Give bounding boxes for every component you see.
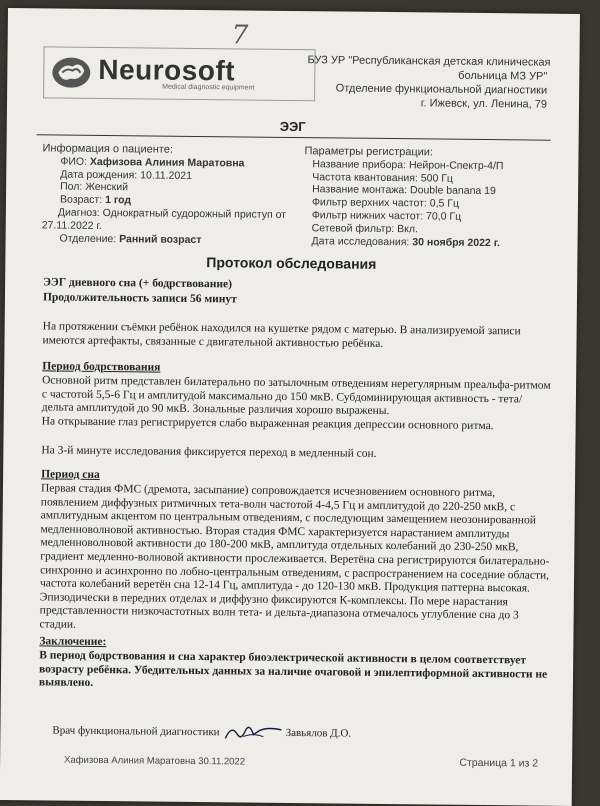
patient-dob: 10.11.2021	[140, 168, 193, 182]
hf-value: 0,5 Гц	[429, 197, 460, 210]
patient-heading: Информация о пациенте:	[42, 142, 173, 156]
hf-label: Фильтр верхних частот:	[311, 196, 427, 210]
footer-page-number: Страница 1 из 2	[459, 756, 539, 770]
conclusion-paragraph: В период бодрствования и сна характер биоэлектрической активности в целом соответствует возрасту ребёнка. Убедительных данных за наличие очаговой и эпилептиформной активности не выявлено.	[38, 649, 548, 690]
sleep-paragraph: Первая стадия ФМС (дремота, засыпание) сопровождается исчезновением основного ритма, появлением диффузных ритмичных тета-волн частотой 4-4,5 Гц и амплитудой до 220-250 мкВ, с амплитудным акцентом по центральным отведениям, с последующим замещением неозонированной медленноволновой активностью. Вторая стадия ФМС характеризуется нарастанием амплитуды медленноволновой активности до 180-200 мкВ, амплитуда отдельных колебаний до 230-250 мкВ, градиент медленно-волновой активности прослеживается. Веретёна сна регистрируются билатерально-синхронно и асинхронно по лобно-центральным отведениям, с распространением на соседние области, частота колебаний веретён сна 12-14 Гц, амплитуда - до 120-130 мкВ. Продукция паттерна высокая. Эпизодически в передних отделах и диффузно фиксируются К-комплексы. По мере нарастания представленности низкочастотных волн тета- и дельта-диапазона отмечалось углубление сна до 3 стадии.	[39, 482, 550, 631]
study-type: ЭЭГ дневного сна (+ бодрствование)	[43, 276, 233, 291]
footer-patient: Хафизова Алиния Маратовна 30.11.2022	[64, 754, 246, 768]
diagnosis-label: Диагноз:	[57, 206, 100, 219]
net-label: Сетевой фильтр:	[311, 221, 395, 235]
patient-diagnosis: Однократный судорожный приступ от	[102, 206, 287, 221]
intro-paragraph: На протяжении съёмки ребёнок находился на кушетке рядом с матерью. В анализируемой записи имеются артефакты, связанные с двигательной активностью ребёнка.	[42, 320, 521, 350]
org-line-4: г. Ижевск, ул. Ленина, 79	[420, 97, 548, 111]
signature-name: Завьялов Д.О.	[285, 726, 352, 740]
wake-heading: Период бодрствования	[42, 360, 161, 374]
handwritten-signature-icon	[223, 720, 283, 743]
neurosoft-logo	[43, 46, 316, 101]
logo-tagline: Medical diagnostic equipment	[162, 83, 255, 92]
date-value: 30 ноября 2022 г.	[412, 235, 501, 249]
org-line-2: больница МЗ УР"	[458, 69, 548, 83]
registration-params	[304, 145, 565, 250]
signature-line	[52, 719, 351, 740]
sex-label: Пол:	[60, 180, 83, 194]
transition-paragraph: На 3-й минуте исследования фиксируется переход в медленный сон.	[41, 444, 377, 460]
montage-label: Название монтажа:	[312, 183, 408, 197]
lf-label: Фильтр нижних частот:	[311, 209, 424, 223]
device-label: Название прибора:	[312, 157, 407, 171]
lf-value: 70,0 Гц	[425, 210, 462, 223]
sleep-heading: Период сна	[41, 468, 100, 481]
date-label: Дата исследования:	[311, 234, 410, 248]
brain-logo-icon	[50, 54, 92, 90]
montage-value: Double banana 19	[409, 184, 496, 198]
device-value: Нейрон-Спектр-4/П	[408, 159, 504, 172]
patient-name: Хафизова Алиния Маратовна	[89, 155, 245, 170]
study-duration: Продолжительность записи 56 минут	[42, 291, 237, 306]
signature-label: Врач функциональной диагностики	[52, 724, 220, 739]
dob-label: Дата рождения:	[60, 168, 138, 181]
patient-dept: Ранний возраст	[119, 232, 202, 246]
document-title: ЭЭГ	[279, 118, 306, 135]
dept-label: Отделение:	[59, 232, 117, 245]
patient-info	[42, 142, 293, 247]
wake-paragraph-2: На открывание глаз регистрируется слабо выраженная реакция депрессии основного ритма.	[41, 415, 494, 433]
patient-diagnosis-cont: 27.11.2022 г.	[41, 219, 102, 232]
org-line-3: Отделение функциональной диагностики	[335, 82, 548, 97]
organization-block	[307, 53, 551, 112]
freq-label: Частота квантования:	[312, 170, 418, 184]
handwritten-number: 7	[231, 20, 249, 51]
document-page	[0, 8, 580, 806]
name-label: ФИО:	[60, 155, 88, 168]
patient-sex: Женский	[85, 181, 129, 194]
protocol-heading: Протокол обследования	[206, 254, 377, 272]
net-value: Вкл.	[397, 222, 419, 236]
wake-paragraph: Основной ритм представлен билатерально по затылочным отведениям нерегулярным преальфа-ритмом с частотой 5,5-6 Гц и амплитудой максимально до 150 мкВ. Субдоминирующая активность - тета/дельта амплитудой до 90 мкВ. Зональные различия хорошо выражены.	[41, 374, 551, 418]
org-line-1: БУЗ УР "Республиканская детская клиническая	[307, 54, 551, 69]
patient-age: 1 год	[105, 194, 132, 207]
age-label: Возраст:	[59, 193, 103, 207]
freq-value: 500 Гц	[420, 171, 454, 185]
conclusion-heading: Заключение:	[39, 635, 107, 649]
logo-name: Neurosoft	[98, 53, 236, 87]
registration-heading: Параметры регистрации:	[304, 145, 434, 159]
